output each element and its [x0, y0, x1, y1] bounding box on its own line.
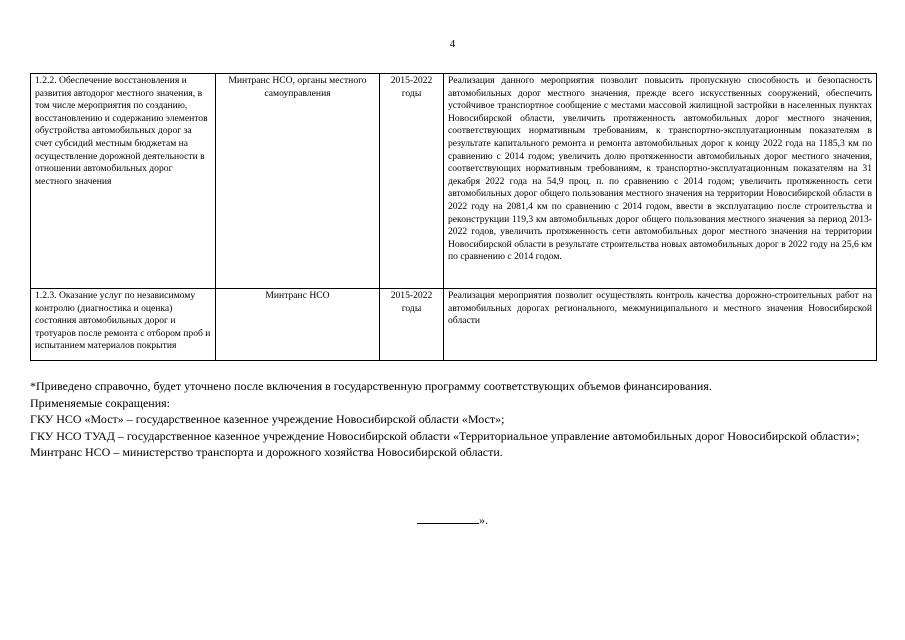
measure-name-cell: 1.2.2. Обеспечение восстановления и развития автодорог местного значения, в том числе мероприятия по созданию, восстановлению и содержанию элементов обустройства автомобильных дорог за счет субсидий местным бюджетам на осуществление дорожной деятельности в отношении автомобильных дорог местного значения	[31, 74, 216, 289]
term-cell: 2015-2022 годы	[380, 74, 444, 289]
result-cell: Реализация мероприятия позволит осуществлять контроль качества дорожно-строительных работ на автомобильных дорогах регионального, межмуниципального и местного значения Новосибирской области	[444, 289, 877, 361]
table-row	[31, 289, 877, 361]
closing-mark: ».	[479, 513, 488, 527]
footnotes	[30, 378, 880, 461]
closing-line	[0, 513, 905, 528]
abbreviation-item: ГКУ НСО «Мост» – государственное казенное учреждение Новосибирской области «Мост»;	[30, 412, 505, 426]
measure-name-cell: 1.2.3. Оказание услуг по независимому контролю (диагностика и оценка) состояния автомобильных дорог и тротуаров после ремонта с отбором проб и испытанием материалов покрытия	[31, 289, 216, 361]
table-row	[31, 74, 877, 289]
footnote-reference: *Приведено справочно, будет уточнено после включения в государственную программу соответствующих объемов финансирования.	[30, 379, 712, 393]
abbreviations-heading: Применяемые сокращения:	[30, 395, 171, 410]
executor-cell: Минтранс НСО, органы местного самоуправления	[216, 74, 380, 289]
executor-cell: Минтранс НСО	[216, 289, 380, 361]
result-cell: Реализация данного мероприятия позволит повысить пропускную способность и безопасность автомобильных дорог местного значения, прежде всего искусственных сооружений, обеспечить устойчивое транспортное сообщение с местами массовой жилищной застройки в населенных пунктах Новосибирской области, увеличить протяженность автомобильных дорог местного значения, соответствующих нормативным требованиям, к транспортно-эксплуатационным показателям в результате капитального ремонта и ремонта автомобильных дорог к концу 2022 года на 1185,3 км по сравнению с 2014 годом; увеличить долю протяженности автомобильных дорог местного значения, соответствующих нормативным требованиям, к транспортно-эксплуатационным показателям на 31 декабря 2022 года на 54,9 проц. п. по сравнению с 2014 годом; увеличить протяженность сети автомобильных дорог общего пользования местного значения на территории Новосибирской области в 2022 году на 2081,4 км по сравнению с 2014 годом, ввести в эксплуатацию после строительства и реконструкции 119,3 км автомобильных дорог общего пользования местного значения за период 2013-2022 годов, увеличить протяженность сети автомобильных дорог местного значения на территории Новосибирской области в результате строительства новых автомобильных дорог в 2022 году на 25,6 км по сравнению с 2014 годом.	[444, 74, 877, 289]
abbreviation-item: ГКУ НСО ТУАД – государственное казенное учреждение Новосибирской области «Территориальное управление автомобильных дорог Новосибирской области»;	[30, 428, 860, 443]
term-cell: 2015-2022 годы	[380, 289, 444, 361]
abbreviation-item: Минтранс НСО – министерство транспорта и дорожного хозяйства Новосибирской области.	[30, 445, 503, 459]
measures-table	[30, 73, 877, 361]
page-number: 4	[449, 38, 456, 50]
closing-underline	[417, 513, 479, 524]
